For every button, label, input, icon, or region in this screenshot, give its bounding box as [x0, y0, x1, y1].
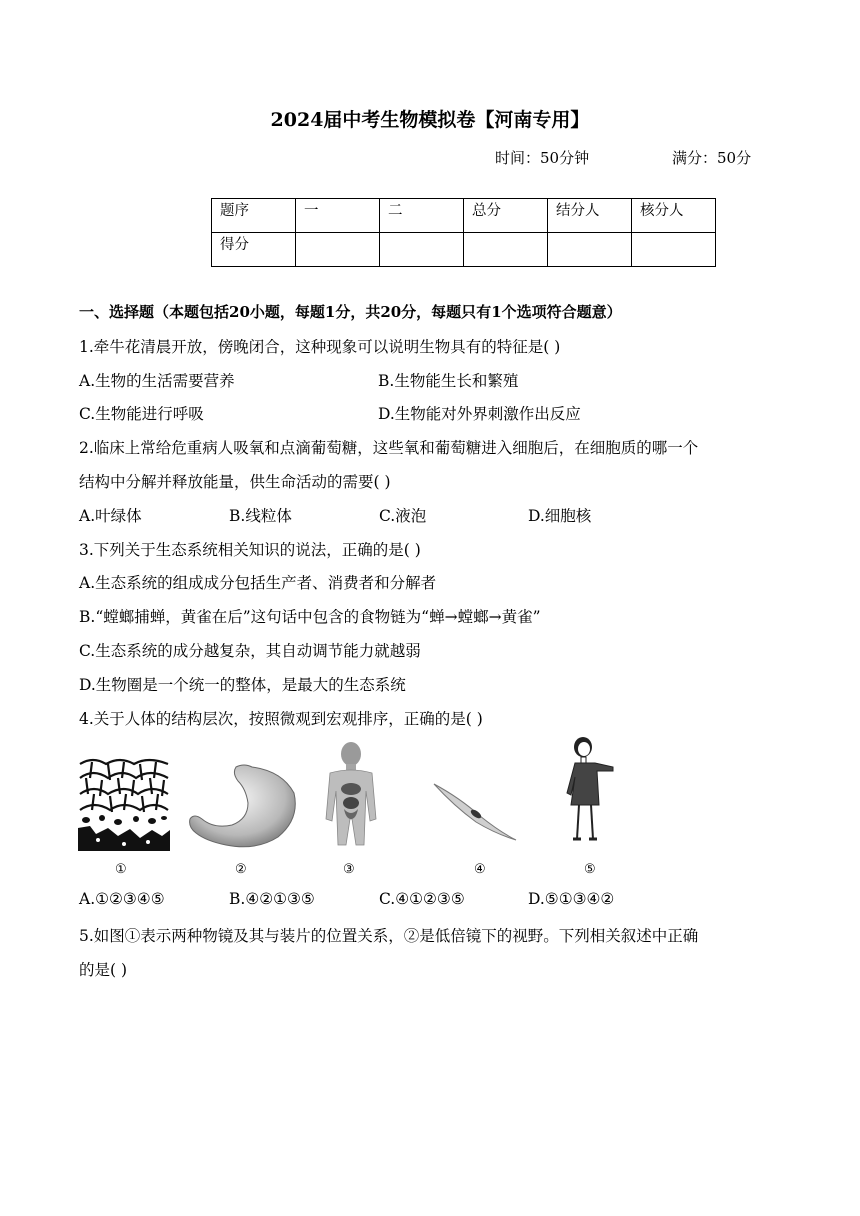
q2-option-a: A.叶绿体 — [79, 507, 142, 525]
figure-label: ② — [235, 862, 247, 877]
score-table-blank-cell — [296, 233, 380, 267]
score-table-blank-cell — [632, 233, 716, 267]
score-table-header-row — [212, 199, 716, 233]
epithelial-tissue-image — [78, 756, 170, 851]
score-table-blank-cell — [464, 233, 548, 267]
exam-time: 时间：50分钟 — [495, 149, 590, 167]
q2-stem-line2: 结构中分解并释放能量，供生命活动的需要( ) — [79, 473, 391, 491]
q4-stem: 4.关于人体的结构层次，按照微观到宏观排序，正确的是( ) — [79, 710, 483, 728]
score-table-header-cell: 二 — [380, 199, 464, 233]
q2-option-b: B.线粒体 — [229, 507, 292, 525]
q5-stem-line2: 的是( ) — [79, 961, 128, 979]
q3-option-d: D.生物圈是一个统一的整体，是最大的生态系统 — [79, 676, 406, 694]
q1-stem: 1.牵牛花清晨开放，傍晚闭合，这种现象可以说明生物具有的特征是( ) — [79, 338, 561, 356]
score-table-header-cell: 结分人 — [548, 199, 632, 233]
score-table-header-cell: 一 — [296, 199, 380, 233]
figure-label: ④ — [474, 862, 486, 877]
girl-figure-image — [563, 735, 617, 849]
page-title: 2024届中考生物模拟卷【河南专用】 — [270, 109, 590, 131]
figure-label: ⑤ — [584, 862, 596, 877]
q4-option-b: B.④②①③⑤ — [229, 890, 315, 908]
q3-option-a: A.生态系统的组成成分包括生产者、消费者和分解者 — [79, 574, 437, 592]
q1-option-a: A.生物的生活需要营养 — [79, 372, 235, 390]
figure-label: ① — [115, 862, 127, 877]
score-table-header-cell: 核分人 — [632, 199, 716, 233]
human-body-system-image — [320, 741, 382, 855]
figure-label: ③ — [343, 862, 355, 877]
exam-full-score: 满分：50分 — [672, 149, 752, 167]
q4-option-c: C.④①②③⑤ — [379, 890, 465, 908]
score-table-blank-cell — [380, 233, 464, 267]
muscle-cell-image — [430, 776, 520, 846]
q2-option-c: C.液泡 — [379, 507, 427, 525]
score-table-row-label: 得分 — [212, 233, 296, 267]
q4-option-d: D.⑤①③④② — [528, 890, 615, 908]
q1-option-d: D.生物能对外界刺激作出反应 — [378, 405, 581, 423]
q5-stem-line1: 5.如图①表示两种物镜及其与装片的位置关系，②是低倍镜下的视野。下列相关叙述中正确 — [79, 927, 699, 945]
score-table-header-cell: 题序 — [212, 199, 296, 233]
stomach-image — [186, 763, 300, 851]
score-table-score-row — [212, 233, 716, 267]
q3-option-c: C.生态系统的成分越复杂，其自动调节能力就越弱 — [79, 642, 421, 660]
q1-option-b: B.生物能生长和繁殖 — [378, 372, 519, 390]
section-heading: 一、选择题（本题包括20小题，每题1分，共20分，每题只有1个选项符合题意） — [79, 303, 622, 321]
q2-stem-line1: 2.临床上常给危重病人吸氧和点滴葡萄糖，这些氧和葡萄糖进入细胞后，在细胞质的哪一个 — [79, 439, 699, 457]
q4-option-a: A.①②③④⑤ — [79, 890, 165, 908]
score-table-header-cell: 总分 — [464, 199, 548, 233]
q3-stem: 3.下列关于生态系统相关知识的说法，正确的是( ) — [79, 541, 421, 559]
score-table — [211, 198, 716, 267]
q1-option-c: C.生物能进行呼吸 — [79, 405, 204, 423]
q3-option-b: B.“螳螂捕蝉，黄雀在后”这句话中包含的食物链为“蝉→螳螂→黄雀” — [79, 608, 541, 626]
score-table-blank-cell — [548, 233, 632, 267]
q2-option-d: D.细胞核 — [528, 507, 592, 525]
